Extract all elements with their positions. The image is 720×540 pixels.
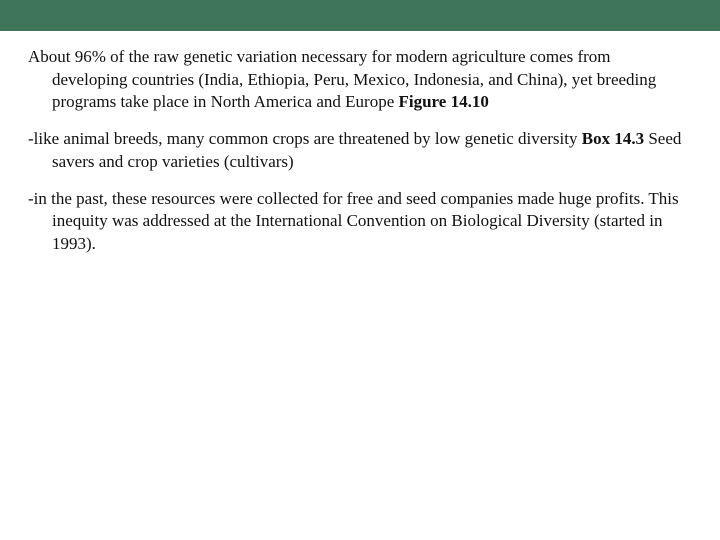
slide-header-bar bbox=[0, 0, 720, 31]
paragraph-genetic-variation bbox=[28, 46, 688, 114]
paragraph-text: About 96% of the raw genetic variation necessary for modern agriculture comes from developing countries (India, Ethiopia, Peru, Mexico, Indonesia, and China), yet breeding programs take place in North America and Europe bbox=[28, 47, 657, 112]
paragraph-text-tail: Seed savers and crop varieties (cultivars) bbox=[52, 129, 682, 171]
figure-reference: Figure 14.10 bbox=[398, 92, 489, 112]
slide-body bbox=[28, 46, 688, 270]
paragraph-seed-companies bbox=[28, 188, 688, 256]
box-reference: Box 14.3 bbox=[581, 129, 645, 149]
paragraph-text: -in the past, these resources were collected for free and seed companies made huge profits. This inequity was addressed at the International Convention on Biological Diversity (started in 1993). bbox=[28, 188, 679, 253]
paragraph-crop-diversity bbox=[28, 128, 688, 173]
paragraph-text: -like animal breeds, many common crops are threatened by low genetic diversity bbox=[28, 129, 582, 149]
